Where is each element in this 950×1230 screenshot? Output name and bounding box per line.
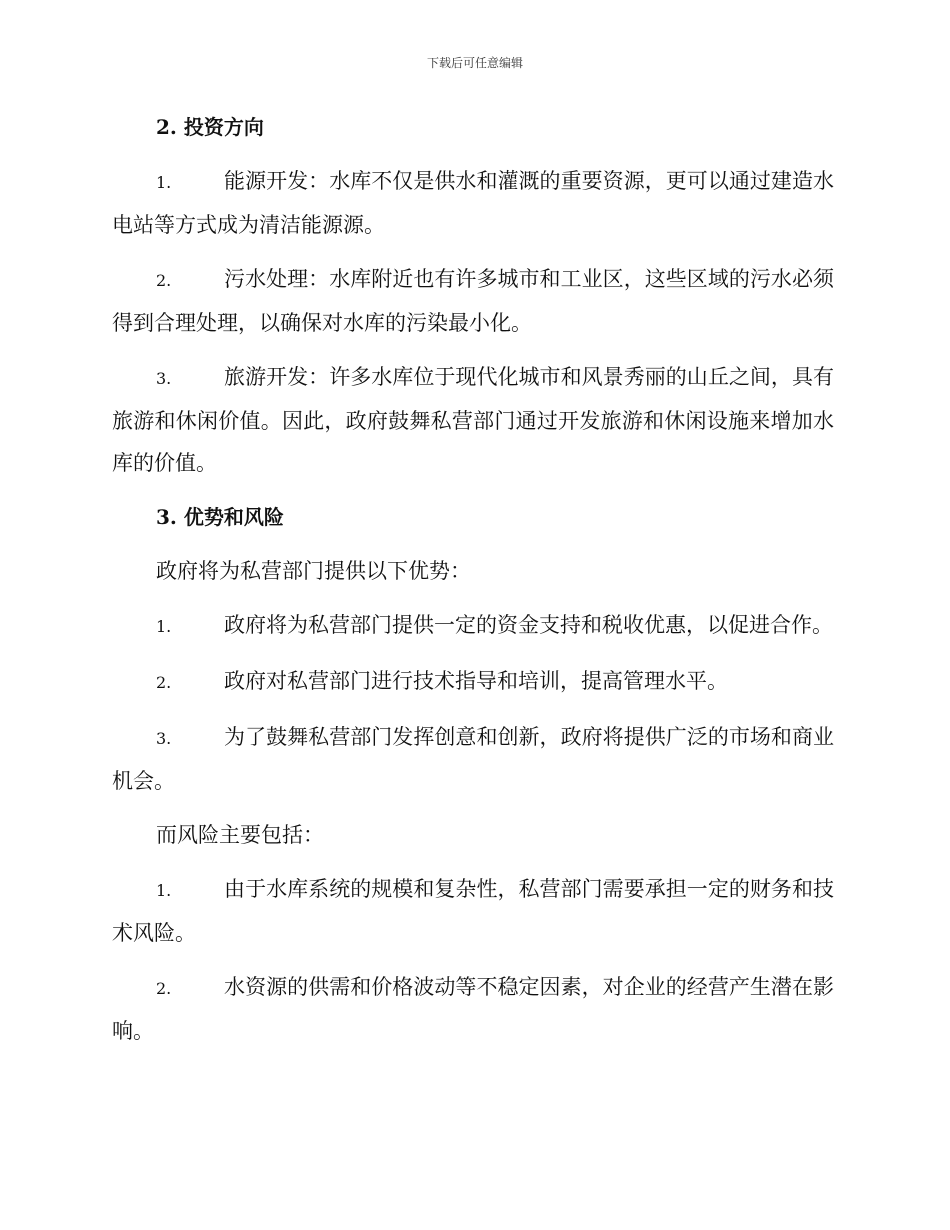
list-text: 能源开发：水库不仅是供水和灌溉的重要资源，更可以通过建造水电站等方式成为清洁能源源。 (112, 169, 834, 237)
list-text: 旅游开发：许多水库位于现代化城市和风景秀丽的山丘之间，具有旅游和休闲价值。因此，政府鼓舞私营部门通过开发旅游和休闲设施来增加水库的价值。 (112, 365, 834, 475)
list-text: 由于水库系统的规模和复杂性，私营部门需要承担一定的财务和技术风险。 (112, 877, 834, 945)
list-number: 3. (156, 369, 172, 388)
list-number: 1. (156, 881, 172, 900)
list-item (112, 604, 834, 648)
list-text: 水资源的供需和价格波动等不稳定因素，对企业的经营产生潜在影响。 (112, 975, 834, 1043)
list-number: 2. (156, 673, 172, 692)
section-heading-advantages-risks: 3. 优势和风险 (156, 505, 284, 529)
list-number: 1. (156, 173, 172, 192)
document-body (112, 106, 834, 1052)
list-text: 政府将为私营部门提供一定的资金支持和税收优惠，以促进合作。 (224, 613, 833, 637)
list-text: 为了鼓舞私营部门发挥创意和创新，政府将提供广泛的市场和商业机会。 (112, 725, 834, 793)
section-heading-investment: 2. 投资方向 (156, 115, 264, 139)
list-item (112, 716, 834, 802)
list-item (112, 356, 834, 484)
risks-intro: 而风险主要包括： (156, 823, 324, 847)
list-item (112, 966, 834, 1052)
list-text: 政府对私营部门进行技术指导和培训，提高管理水平。 (224, 669, 728, 693)
list-item (112, 160, 834, 246)
list-number: 2. (156, 979, 172, 998)
list-number: 1. (156, 617, 172, 636)
list-item (112, 258, 834, 344)
page-header: 下载后可任意编辑 (426, 56, 523, 70)
list-number: 2. (156, 271, 172, 290)
list-number: 3. (156, 729, 172, 748)
list-item (112, 868, 834, 954)
advantages-intro: 政府将为私营部门提供以下优势： (156, 559, 471, 583)
list-text: 污水处理：水库附近也有许多城市和工业区，这些区域的污水必须得到合理处理，以确保对水库的污染最小化。 (112, 267, 834, 335)
list-item (112, 660, 834, 704)
